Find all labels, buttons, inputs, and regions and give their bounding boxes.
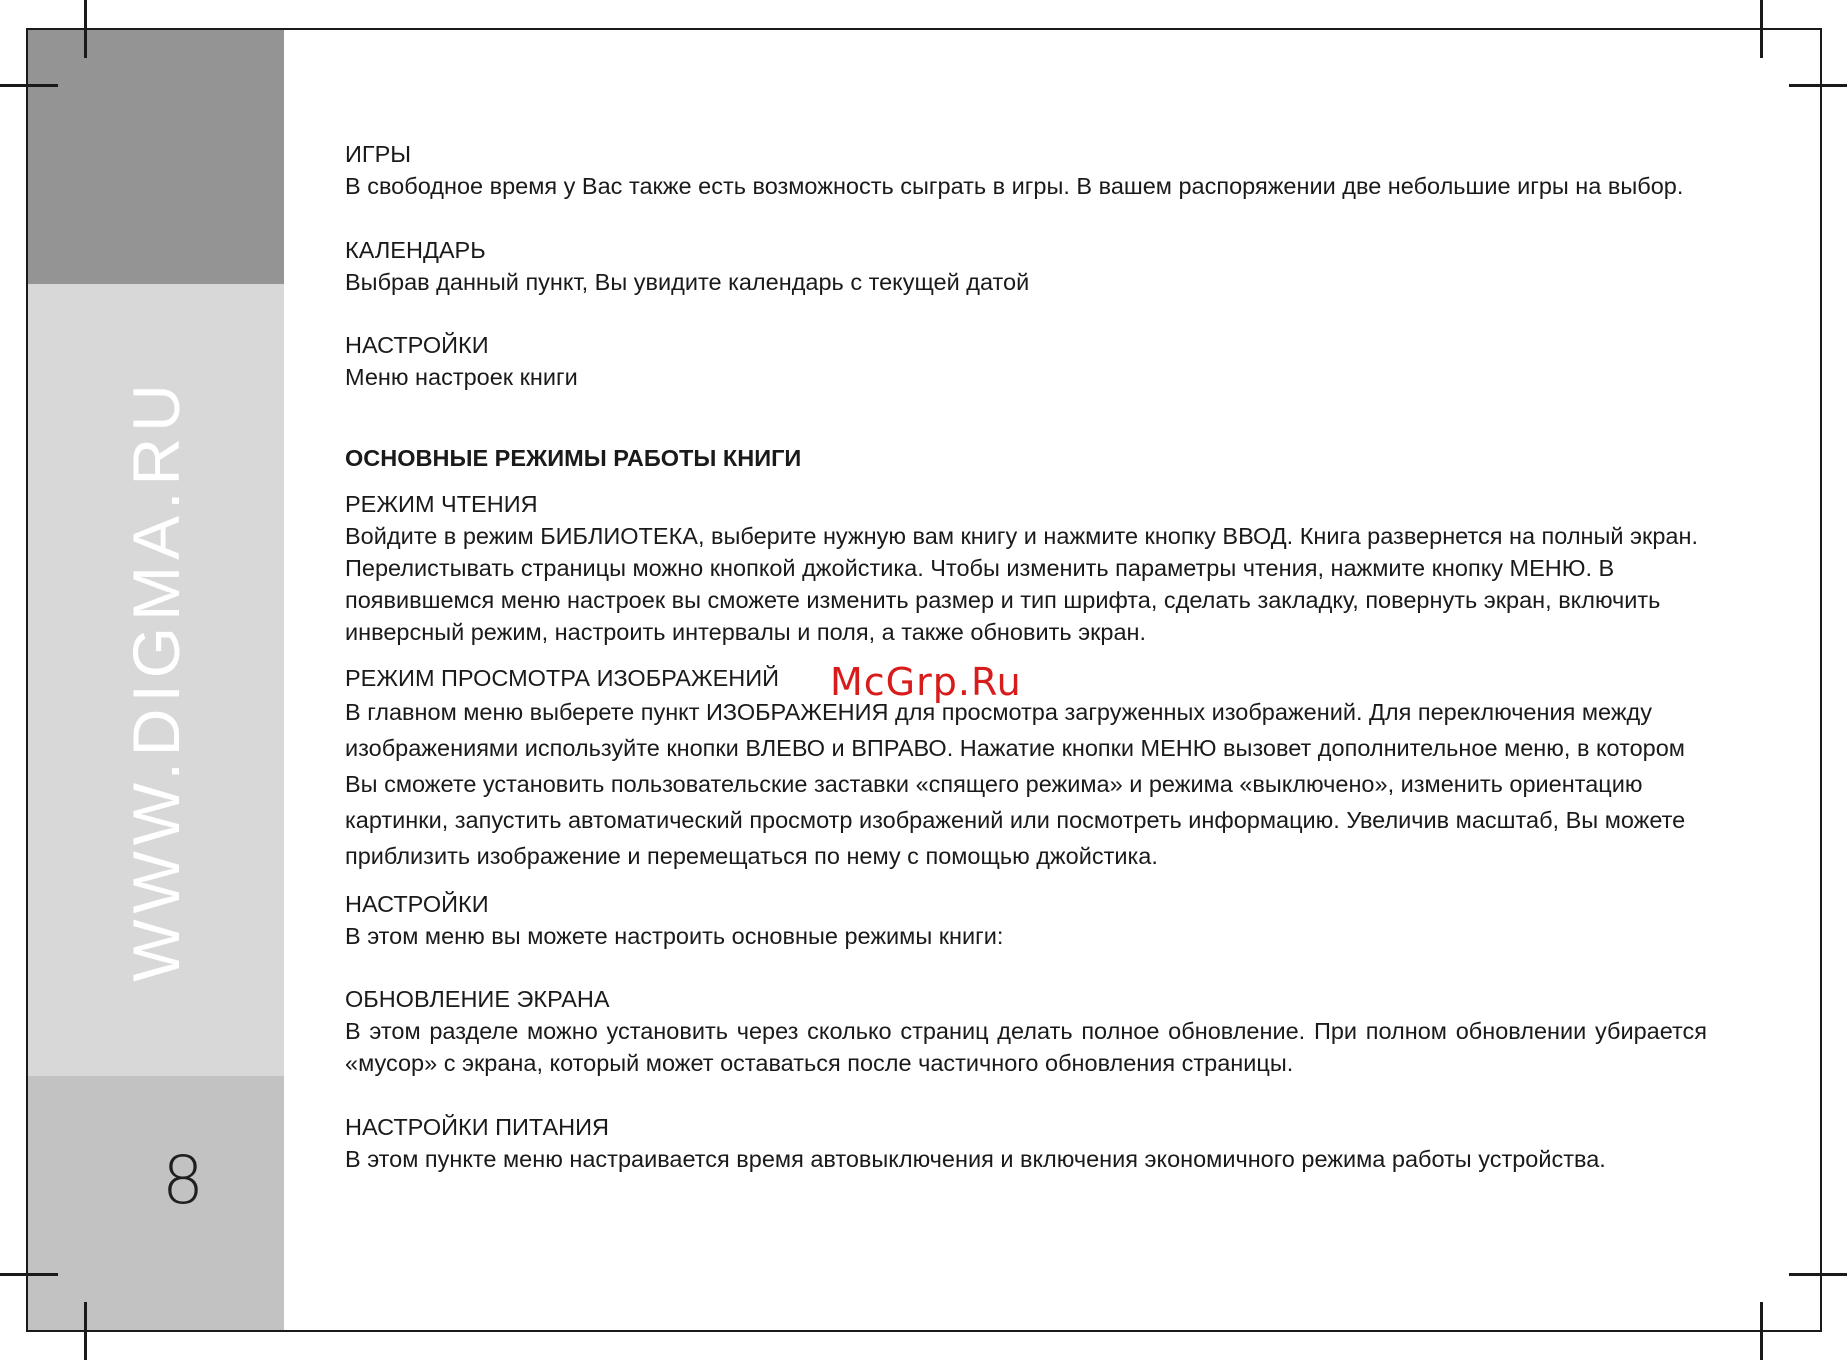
section-title: ОСНОВНЫЕ РЕЖИМЫ РАБОТЫ КНИГИ [345,445,802,471]
crop-mark [1760,0,1763,58]
crop-mark [0,1273,58,1276]
heading-games: ИГРЫ [345,141,412,167]
main-content [345,138,1707,1175]
text-power-settings: В этом пункте меню настраивается время автовыключения и включения экономичного режима работы устройства. [345,1146,1606,1172]
heading-image-mode: РЕЖИМ ПРОСМОТРА ИЗОБРАЖЕНИЙ [345,665,780,691]
section-screen-refresh [345,983,1707,1079]
crop-mark [1789,84,1847,87]
crop-mark [1760,1302,1763,1360]
heading-calendar: КАЛЕНДАРЬ [345,237,486,263]
section-settings [345,888,1707,952]
crop-mark [1789,1273,1847,1276]
crop-mark [84,1302,87,1360]
text-games: В свободное время у Вас также есть возможность сыграть в игры. В вашем распоряжении две небольшие игры на выбор. [345,173,1684,199]
sidebar-url: WWW.DIGMA.RU [119,378,193,982]
text-calendar: Выбрав данный пункт, Вы увидите календарь с текущей датой [345,269,1030,295]
text-settings-menu: Меню настроек книги [345,364,578,390]
heading-reading-mode: РЕЖИМ ЧТЕНИЯ [345,491,538,517]
watermark-text: McGrp.Ru [830,660,1022,704]
text-settings: В этом меню вы можете настроить основные режимы книги: [345,923,1004,949]
section-image-mode [345,662,1707,874]
section-power-settings [345,1111,1707,1175]
heading-settings-menu: НАСТРОЙКИ [345,332,489,358]
heading-power-settings: НАСТРОЙКИ ПИТАНИЯ [345,1114,609,1140]
section-settings-menu [345,329,1707,393]
heading-settings: НАСТРОЙКИ [345,891,489,917]
section-calendar [345,234,1707,298]
section-games [345,138,1707,202]
page-number: 8 [162,1142,204,1219]
text-image-mode: В главном меню выберете пункт ИЗОБРАЖЕНИЯ для просмотра загруженных изображений. Для переключения между изображениями используйте кнопки ВЛЕВО и ВПРАВО. Нажатие кнопки МЕНЮ вызовет дополнительное меню, в котором Вы сможете установить пользовательские заставки «спящего режима» и режима «выключено», изменить ориентацию картинки, запустить автоматический просмотр изображений или посмотреть информацию. Увеличив масштаб, Вы можете приблизить изображение и перемещаться по нему с помощью джойстика. [345,699,1686,869]
text-screen-refresh: В этом разделе можно установить через сколько страниц делать полное обновление. При полном обновлении убирается «мусор» с экрана, который может оставаться после частичного обновления страницы. [345,1018,1707,1076]
section-reading-mode [345,488,1707,648]
crop-mark [84,0,87,58]
crop-mark [0,84,58,87]
heading-screen-refresh: ОБНОВЛЕНИЕ ЭКРАНА [345,986,610,1012]
text-reading-mode: Войдите в режим БИБЛИОТЕКА, выберите нужную вам книгу и нажмите кнопку ВВОД. Книга развернется на полный экран. Перелистывать страницы можно кнопкой джойстика. Чтобы изменить параметры чтения, нажмите кнопку МЕНЮ. В появившемся меню настроек вы сможете изменить размер и тип шрифта, сделать закладку, повернуть экран, включить инверсный режим, настроить интервалы и поля, а также обновить экран. [345,523,1698,645]
sidebar-top-block [28,30,284,284]
